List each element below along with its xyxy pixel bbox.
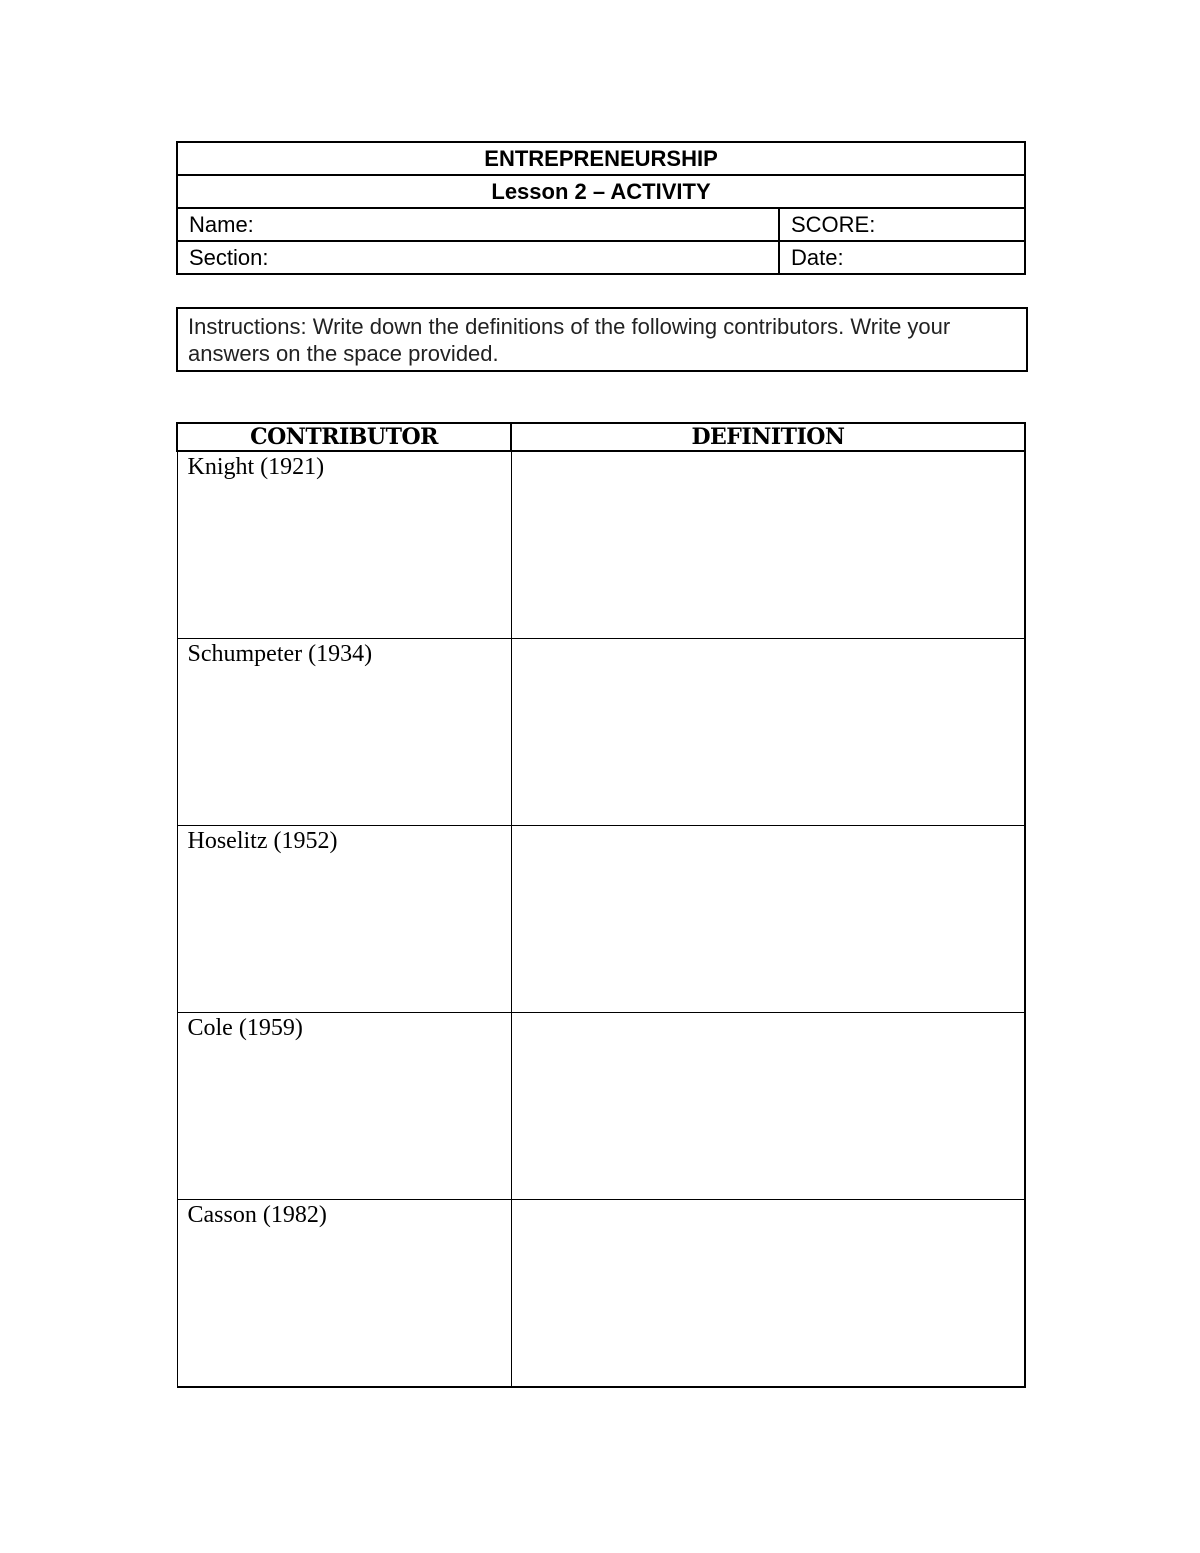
definition-answer-cell[interactable] xyxy=(511,639,1025,826)
date-field[interactable]: Date: xyxy=(779,241,1025,274)
column-header-definition: DEFINITION xyxy=(511,423,1025,451)
definition-answer-cell[interactable] xyxy=(511,826,1025,1013)
definition-answer-cell[interactable] xyxy=(511,1200,1025,1388)
header-table xyxy=(176,141,1026,275)
table-row xyxy=(177,826,1025,1013)
table-row xyxy=(177,1200,1025,1388)
contributor-cell: Hoselitz (1952) xyxy=(177,826,511,1013)
score-field[interactable]: SCORE: xyxy=(779,208,1025,241)
contributor-cell: Casson (1982) xyxy=(177,1200,511,1388)
definition-answer-cell[interactable] xyxy=(511,451,1025,639)
name-field[interactable]: Name: xyxy=(177,208,779,241)
lesson-subtitle: Lesson 2 – ACTIVITY xyxy=(177,175,1025,208)
contributor-cell: Schumpeter (1934) xyxy=(177,639,511,826)
table-row xyxy=(177,1013,1025,1200)
section-field[interactable]: Section: xyxy=(177,241,779,274)
table-row xyxy=(177,451,1025,639)
definition-answer-cell[interactable] xyxy=(511,1013,1025,1200)
column-header-contributor: CONTRIBUTOR xyxy=(177,423,511,451)
worksheet-title: ENTREPRENEURSHIP xyxy=(177,142,1025,175)
instructions-box: Instructions: Write down the definitions of the following contributors. Write your answers on the space provided. xyxy=(176,307,1028,372)
contributor-cell: Knight (1921) xyxy=(177,451,511,639)
table-row xyxy=(177,639,1025,826)
contributor-table xyxy=(176,422,1026,1388)
contributor-cell: Cole (1959) xyxy=(177,1013,511,1200)
